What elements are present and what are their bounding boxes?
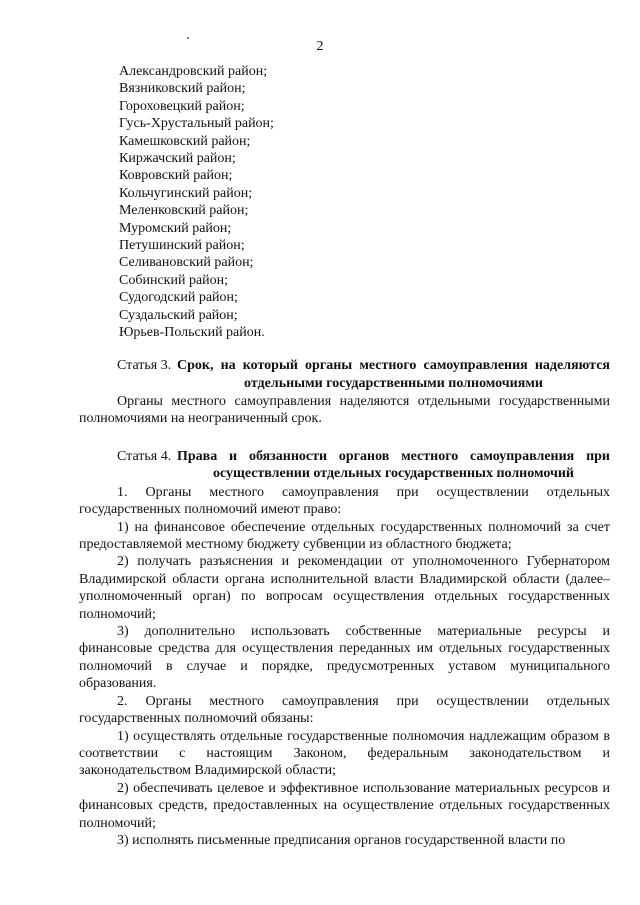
article-4-title: Права и обязанности органов местного самоуправления при осуществлении отдельных государственных полномочий (177, 448, 610, 482)
district-item: Камешковский район; (119, 133, 251, 149)
district-item: Кольчугинский район; (119, 185, 253, 201)
district-item: Ковровский район; (119, 168, 233, 184)
district-list (119, 63, 599, 342)
article-4-heading (79, 448, 610, 483)
article-3-label: Статья 3. (117, 358, 172, 373)
district-item: Гороховецкий район; (119, 98, 245, 114)
article-4-paragraph: 1. Органы местного самоуправления при осуществлении отдельных государственных полномочий имеют право: (79, 484, 610, 518)
article-4-paragraph: 1) осуществлять отдельные государственные полномочия надлежащим образом в соответствии с настоящим Законом, федеральным законодательством и законодательством Владимирской области; (79, 728, 610, 779)
district-item: Собинский район; (119, 272, 229, 288)
article-3-text: Органы местного самоуправления наделяются отдельными государственными полномочиями на неограниченный срок. (79, 394, 610, 427)
district-item: Суздальский район; (119, 307, 238, 323)
district-item: Селивановский район; (119, 255, 254, 271)
district-item: Гусь-Хрустальный район; (119, 116, 274, 132)
article-4-paragraph: 3) дополнительно использовать собственные материальные ресурсы и финансовые средства для осуществления переданных им отдельных государственных полномочий в случае и порядке, предусмотренных уставом муниципального образования. (79, 624, 610, 692)
district-item: Александровский район; (119, 64, 268, 79)
article-4-paragraph: 2) получать разъяснения и рекомендации от уполномоченного Губернатором Владимирской области органа исполнительной власти Владимирской области (далее– уполномоченный орган) по вопросам осуществления отдельных государственных полномочий; (79, 554, 610, 622)
district-item: Судогодский район; (119, 290, 238, 306)
district-item: Киржачский район; (119, 151, 236, 167)
article-4-paragraph: 2) обеспечивать целевое и эффективное использование материальных ресурсов и финансовых средств, предоставленных на осуществление отдельных государственных полномочий; (79, 780, 610, 831)
article-3-heading (79, 357, 610, 392)
district-item: Вязниковский район; (119, 81, 246, 97)
article-4-label: Статья 4. (117, 448, 172, 464)
article-4-paragraph: 3) исполнять письменные предписания органов государственной власти по (117, 832, 566, 848)
article-4-paragraph: 2. Органы местного самоуправления при осуществлении отдельных государственных полномочий обязаны: (79, 693, 610, 727)
article-4-paragraph: 1) на финансовое обеспечение отдельных государственных полномочий за счет предоставляемой местному бюджету субвенции из областного бюджета; (79, 519, 610, 553)
document-body (79, 357, 610, 849)
district-item: Муромский район; (119, 220, 232, 236)
district-item: Юрьев-Польский район. (119, 325, 265, 341)
page-number: 2 (316, 39, 324, 54)
article-3-title: Срок, на который органы местного самоуправления наделяются отдельными государственными полномочиями (177, 358, 610, 391)
district-item: Петушинский район; (119, 238, 245, 254)
district-item: Меленковский район; (119, 203, 249, 219)
